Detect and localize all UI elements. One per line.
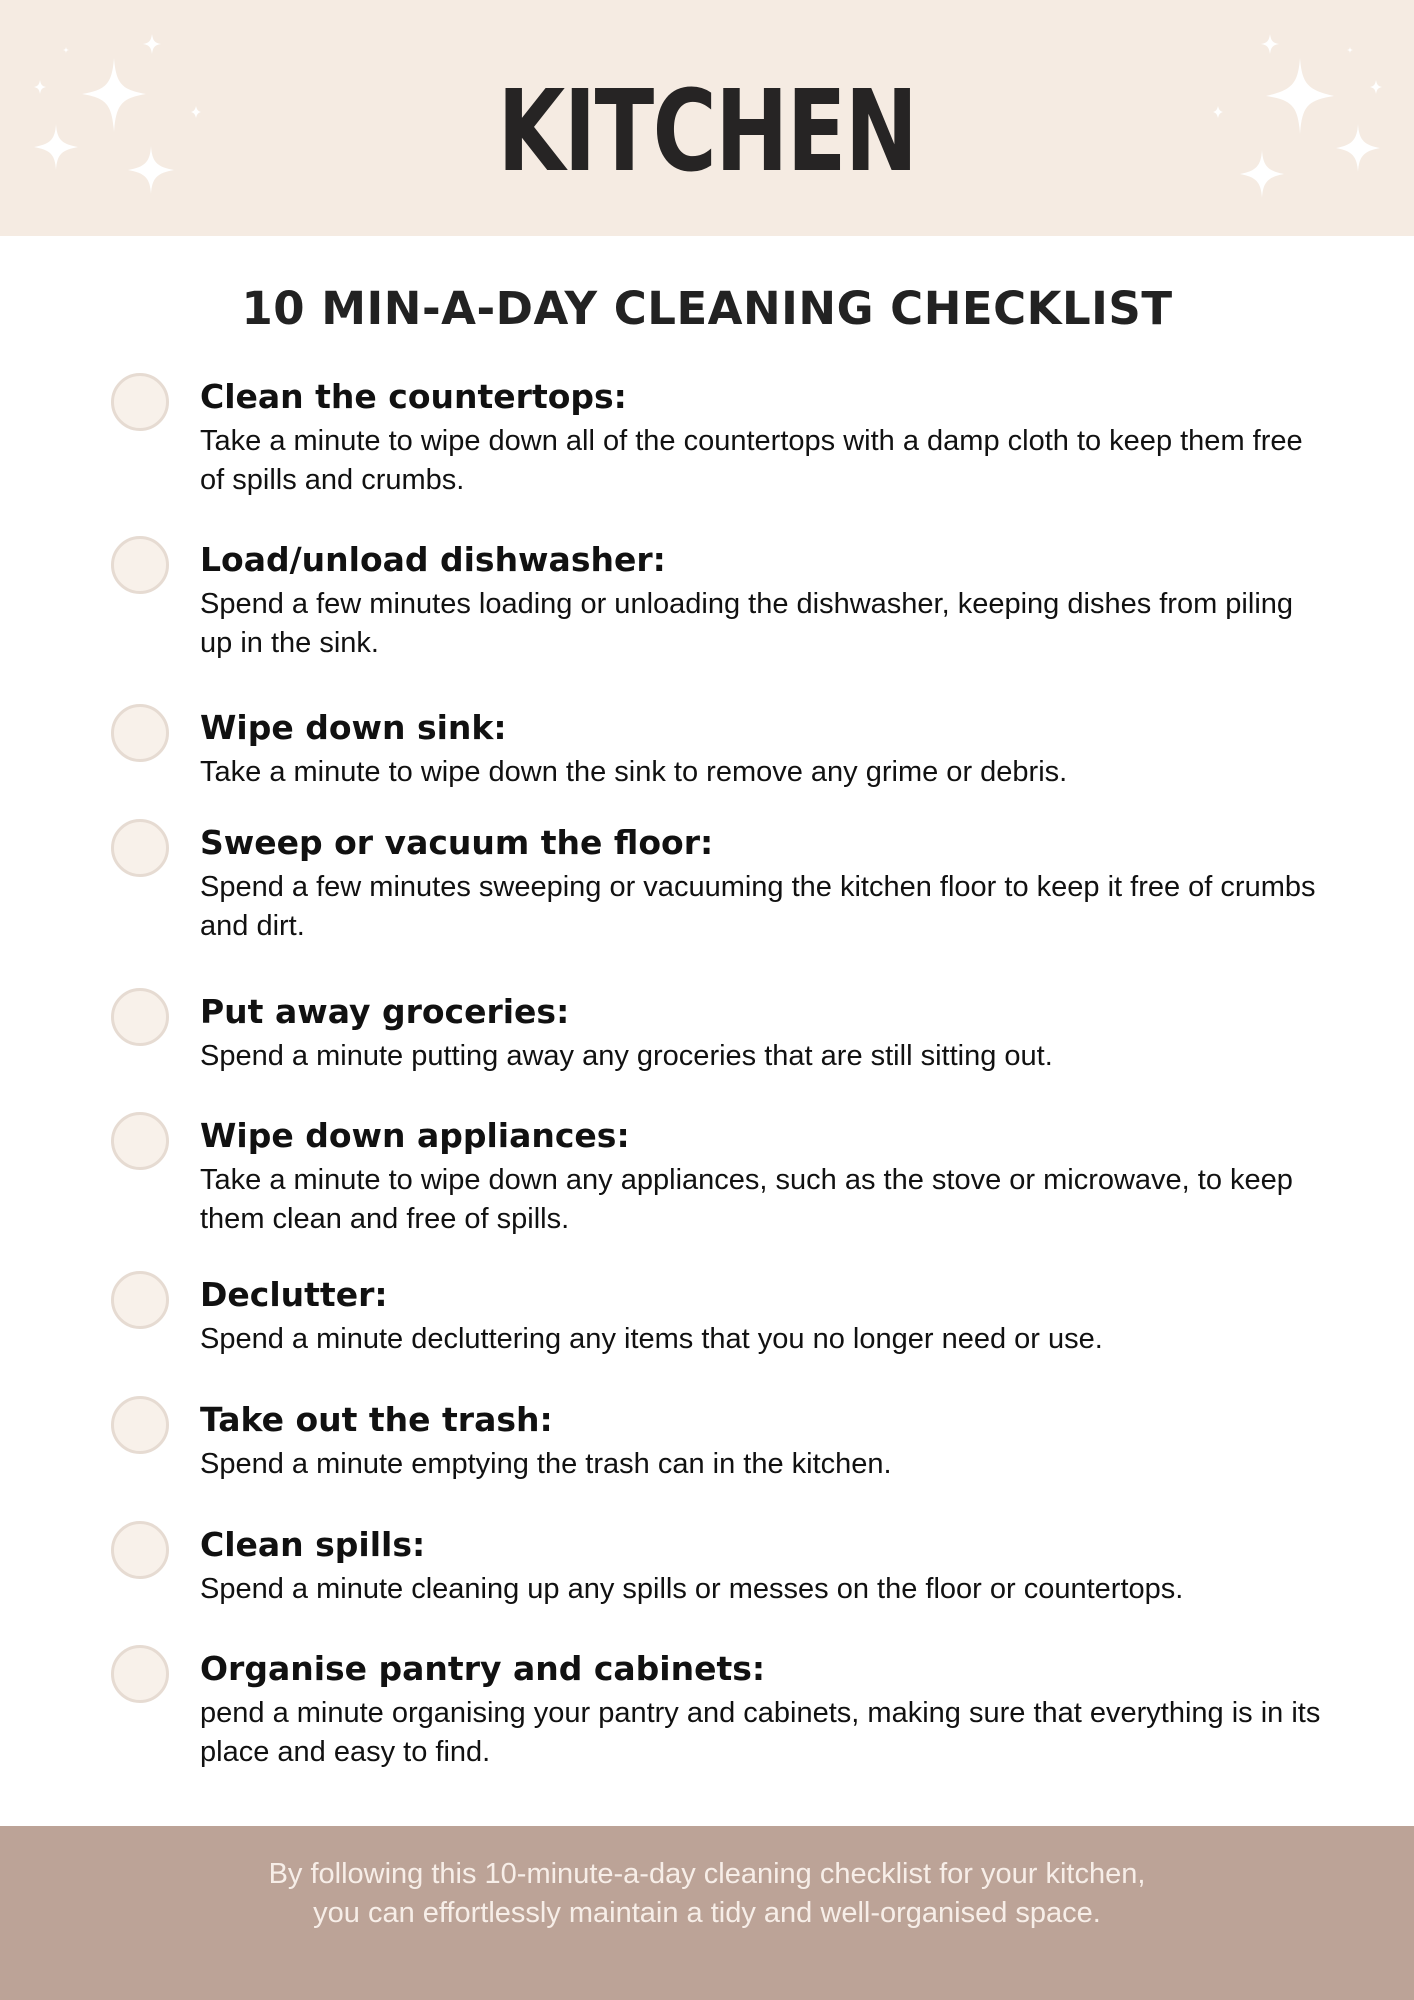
item-description: Spend a few minutes loading or unloading the dishwasher, keeping dishes from piling up in the sink. bbox=[200, 588, 1294, 659]
checkbox[interactable] bbox=[111, 1112, 169, 1170]
item-description: Spend a few minutes sweeping or vacuuming the kitchen floor to keep it free of crumbs and dirt. bbox=[200, 871, 1316, 942]
item-description: Spend a minute putting away any groceries that are still sitting out. bbox=[200, 1040, 1053, 1072]
checkbox[interactable] bbox=[111, 704, 169, 762]
checkbox[interactable] bbox=[111, 988, 169, 1046]
item-description: Take a minute to wipe down any appliances, such as the stove or microwave, to keep them clean and free of spills. bbox=[200, 1164, 1293, 1235]
item-title: Declutter: bbox=[200, 1275, 388, 1314]
checkbox[interactable] bbox=[111, 1271, 169, 1329]
item-title: Take out the trash: bbox=[200, 1400, 553, 1439]
checklist-subtitle: 10 MIN-A-DAY CLEANING CHECKLIST bbox=[241, 282, 1173, 335]
checkbox[interactable] bbox=[111, 1396, 169, 1454]
item-title: Clean the countertops: bbox=[200, 377, 627, 416]
item-title: Put away groceries: bbox=[200, 992, 570, 1031]
item-description: Take a minute to wipe down all of the countertops with a damp cloth to keep them free of spills and crumbs. bbox=[200, 425, 1303, 496]
item-title: Sweep or vacuum the floor: bbox=[200, 823, 714, 862]
sparkles-right-icon bbox=[1154, 0, 1414, 236]
item-title: Load/unload dishwasher: bbox=[200, 540, 666, 579]
item-description: Spend a minute cleaning up any spills or messes on the floor or countertops. bbox=[200, 1573, 1184, 1605]
footer-line-1: By following this 10-minute-a-day cleaning checklist for your kitchen, bbox=[268, 1858, 1146, 1890]
item-title: Wipe down sink: bbox=[200, 708, 507, 747]
item-description: pend a minute organising your pantry and cabinets, making sure that everything is in its place and easy to find. bbox=[200, 1697, 1321, 1768]
header-banner bbox=[0, 0, 1414, 236]
item-description: Take a minute to wipe down the sink to remove any grime or debris. bbox=[200, 756, 1068, 788]
checkbox[interactable] bbox=[111, 819, 169, 877]
checkbox[interactable] bbox=[111, 1521, 169, 1579]
item-title: Organise pantry and cabinets: bbox=[200, 1649, 766, 1688]
page-title: KITCHEN bbox=[497, 67, 917, 197]
item-description: Spend a minute emptying the trash can in the kitchen. bbox=[200, 1448, 892, 1480]
footer-banner bbox=[0, 1826, 1414, 2000]
checkbox[interactable] bbox=[111, 536, 169, 594]
item-title: Clean spills: bbox=[200, 1525, 426, 1564]
footer-line-2: you can effortlessly maintain a tidy and well-organised space. bbox=[313, 1897, 1101, 1929]
item-title: Wipe down appliances: bbox=[200, 1116, 630, 1155]
footer-text bbox=[0, 1855, 1414, 1933]
checkbox[interactable] bbox=[111, 1645, 169, 1703]
item-description: Spend a minute decluttering any items that you no longer need or use. bbox=[200, 1323, 1103, 1355]
checkbox[interactable] bbox=[111, 373, 169, 431]
